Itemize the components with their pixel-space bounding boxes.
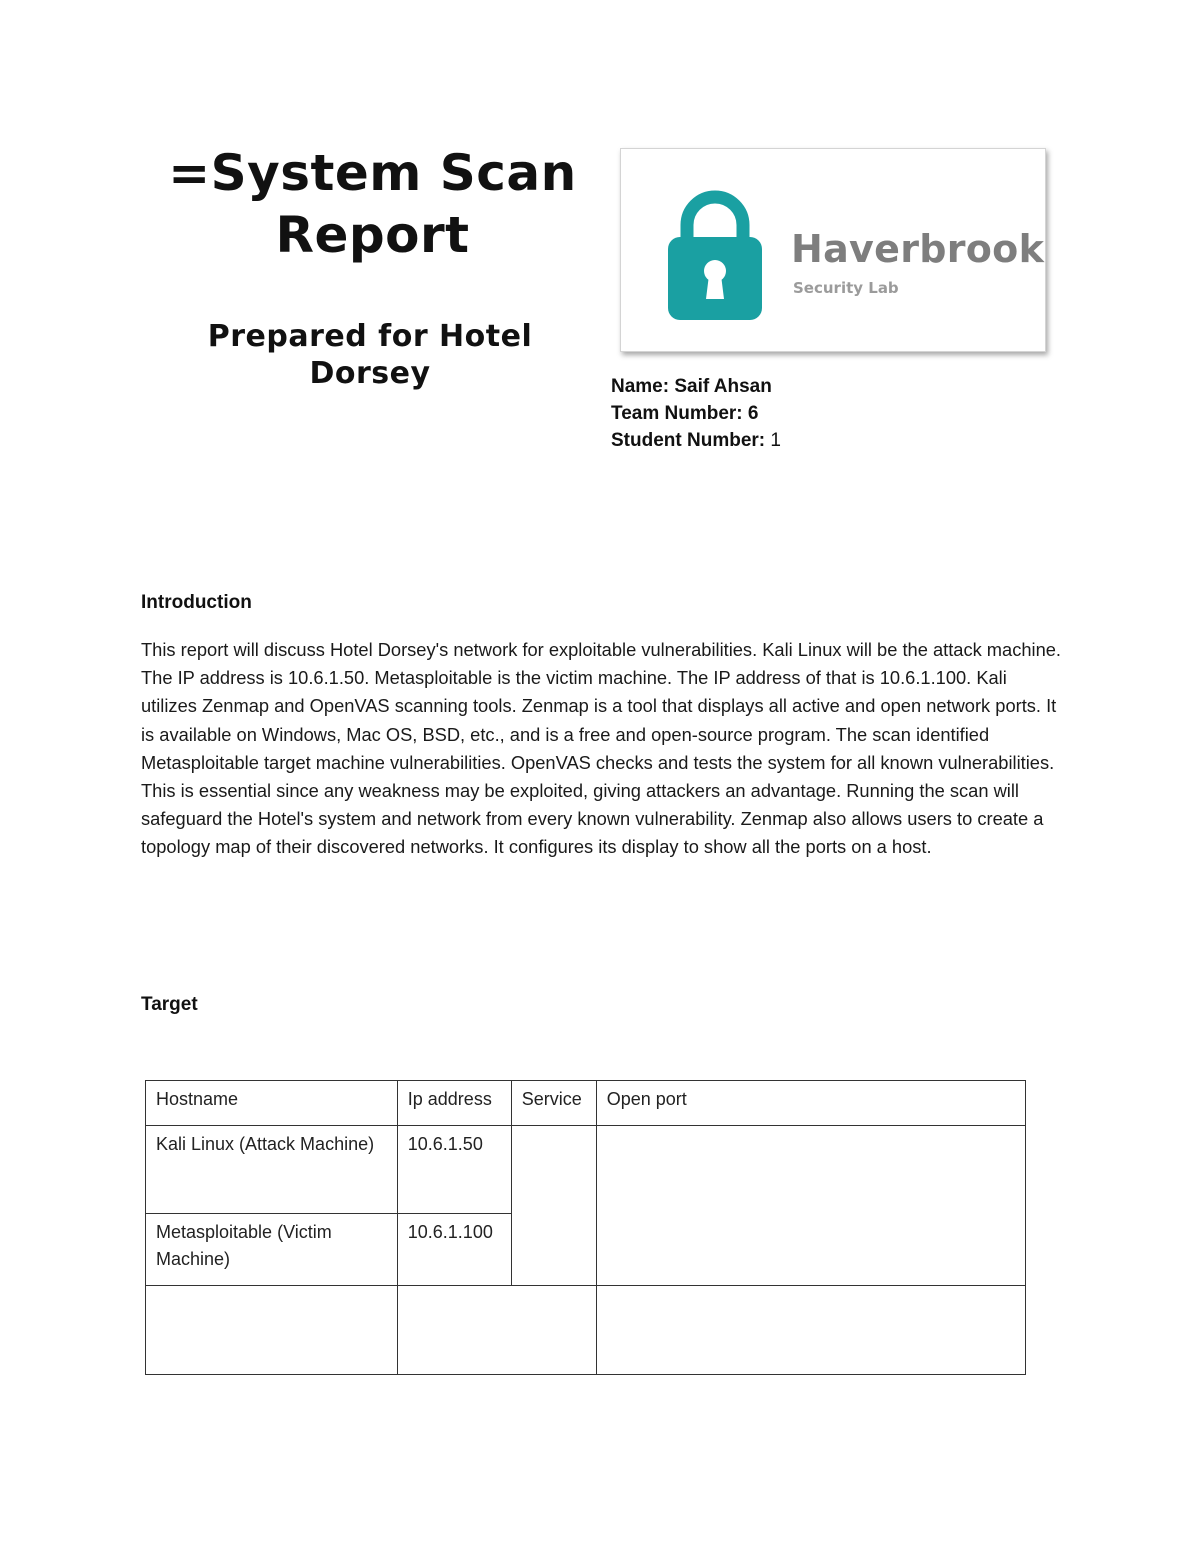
name-value: Saif Ahsan — [674, 376, 772, 397]
ip-cell: 10.6.1.100 — [397, 1214, 511, 1286]
name-row — [611, 373, 781, 400]
brand-subtitle: Security Lab — [793, 279, 899, 297]
empty-cell — [596, 1286, 1025, 1375]
table-header-row — [146, 1081, 1026, 1126]
ip-cell: 10.6.1.50 — [397, 1126, 511, 1214]
team-label: Team Number: — [611, 403, 743, 424]
column-header-ip-address: Ip address — [397, 1081, 511, 1126]
column-header-open-port: Open port — [596, 1081, 1025, 1126]
table-row — [146, 1126, 1026, 1214]
empty-cell — [397, 1286, 596, 1375]
student-info — [611, 373, 781, 454]
document-subtitle — [170, 318, 570, 392]
student-number-row — [611, 427, 781, 454]
team-row — [611, 400, 781, 427]
subtitle-line-2: Dorsey — [309, 356, 431, 391]
introduction-heading: Introduction — [141, 592, 252, 613]
target-table — [145, 1080, 1026, 1375]
open-port-cell — [596, 1126, 1025, 1286]
subtitle-line-1: Prepared for Hotel — [207, 319, 533, 354]
padlock-icon — [665, 187, 765, 322]
empty-cell — [146, 1286, 398, 1375]
document-title — [150, 142, 595, 266]
hostname-cell: Kali Linux (Attack Machine) — [146, 1126, 398, 1214]
brand-name: Haverbrook — [791, 227, 1045, 271]
column-header-service: Service — [511, 1081, 596, 1126]
title-line-1: =System Scan — [168, 144, 577, 202]
service-cell — [511, 1126, 596, 1286]
name-label: Name: — [611, 376, 670, 397]
column-header-hostname: Hostname — [146, 1081, 398, 1126]
company-logo — [620, 148, 1046, 352]
title-line-2: Report — [275, 206, 470, 264]
introduction-paragraph: This report will discuss Hotel Dorsey's network for exploitable vulnerabilities. Kali Linux will be the attack machine. The IP address is 10.6.1.50. Metasploitable is the victim machine. The IP address of that is 10.6.1.100. Kali utilizes Zenmap and OpenVAS scanning tools. Zenmap is a tool that displays all active and open network ports. It is available on Windows, Mac OS, BSD, etc., and is a free and open-source program. The scan identified Metasploitable target machine vulnerabilities. OpenVAS checks and tests the system for all known vulnerabilities. This is essential since any weakness may be exploited, giving attackers an advantage. Running the scan will safeguard the Hotel's system and network from every known vulnerability. Zenmap also allows users to create a topology map of their discovered networks. It configures its display to show all the ports on a host. — [141, 639, 1061, 858]
hostname-cell: Metasploitable (Victim Machine) — [146, 1214, 398, 1286]
table-row-empty — [146, 1286, 1026, 1375]
student-number-value: 1 — [770, 430, 781, 451]
team-value: 6 — [747, 403, 759, 424]
student-number-label: Student Number: — [611, 430, 766, 451]
target-heading: Target — [141, 994, 198, 1015]
